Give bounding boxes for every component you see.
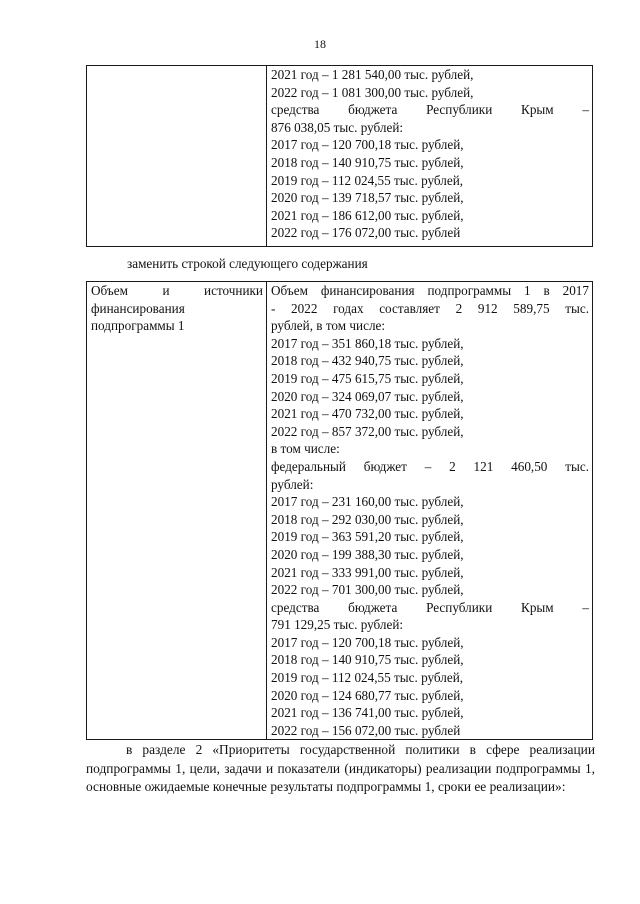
funding-line: 2018 год – 292 030,00 тыс. рублей, (271, 511, 464, 527)
table-cell-values (267, 66, 593, 247)
funding-line: 2021 год – 186 612,00 тыс. рублей, (271, 207, 464, 223)
funding-line: 2021 год – 470 732,00 тыс. рублей, (271, 406, 464, 422)
funding-line: 2021 год – 1 281 540,00 тыс. рублей, (271, 67, 474, 82)
federal-budget-line: федеральный бюджет – 2 121 460,50 тыс. (271, 458, 589, 474)
funding-line: 2020 год – 124 680,77 тыс. рублей, (271, 687, 464, 703)
funding-line: 2021 год – 333 991,00 тыс. рублей, (271, 564, 464, 580)
row-label-line: финансирования (91, 300, 185, 316)
funding-line: 2017 год – 231 160,00 тыс. рублей, (271, 494, 464, 510)
funding-line: 2018 год – 432 940,75 тыс. рублей, (271, 353, 464, 369)
funding-line: 2017 год – 351 860,18 тыс. рублей, (271, 335, 464, 351)
funding-intro-line: - 2022 годах составляет 2 912 589,75 тыс. (271, 300, 589, 316)
funding-line: 2019 год – 112 024,55 тыс. рублей, (271, 172, 464, 188)
funding-line: 2019 год – 112 024,55 тыс. рублей, (271, 670, 464, 686)
replace-instruction: заменить строкой следующего содержания (127, 256, 368, 271)
funding-intro-line: рублей, в том числе: (271, 318, 386, 334)
funding-line: 2022 год – 701 300,00 тыс. рублей, (271, 582, 464, 598)
regional-budget-line: средства бюджета Республики Крым – (271, 599, 589, 615)
funding-line: 2019 год – 363 591,20 тыс. рублей, (271, 529, 464, 545)
regional-budget-line: 791 129,25 тыс. рублей: (271, 617, 404, 633)
federal-budget-line: рублей: (271, 476, 314, 492)
funding-line: 2017 год – 120 700,18 тыс. рублей, (271, 634, 464, 650)
funding-line: 2020 год – 324 069,07 тыс. рублей, (271, 388, 464, 404)
funding-line: 2022 год – 857 372,00 тыс. рублей, (271, 423, 464, 439)
row-label-line (91, 282, 263, 300)
funding-line: 2018 год – 140 910,75 тыс. рублей, (271, 154, 464, 170)
funding-line: в том числе: (271, 441, 340, 457)
label-word: и (162, 283, 170, 298)
table-cell-label (87, 66, 267, 247)
funding-intro-line: Объем финансирования подпрограммы 1 в 2017 (271, 283, 589, 298)
page-number: 18 (314, 37, 326, 51)
funding-line: 2020 год – 139 718,57 тыс. рублей, (271, 190, 464, 206)
funding-line: 2020 год – 199 388,30 тыс. рублей, (271, 546, 464, 562)
table-row (87, 282, 593, 740)
funding-line: средства бюджета Республики Крым – (271, 102, 589, 118)
funding-line: 2019 год – 475 615,75 тыс. рублей, (271, 370, 464, 386)
funding-table-continued (86, 65, 593, 247)
table-row (87, 66, 593, 247)
table-cell-label (87, 282, 267, 740)
label-word: источники (204, 283, 263, 298)
funding-line: 876 038,05 тыс. рублей: (271, 119, 404, 135)
funding-line: 2022 год – 176 072,00 тыс. рублей (271, 225, 461, 241)
section-paragraph: в разделе 2 «Приоритеты государственной политики в сфере реализации подпрограммы 1, цели, задачи и показатели (индикаторы) реализации подпрограммы 1, основные ожидаемые конечные результаты подпрограммы 1, сроки ее реализации»: (86, 742, 595, 795)
funding-line: 2022 год – 1 081 300,00 тыс. рублей, (271, 84, 474, 100)
funding-line: 2022 год – 156 072,00 тыс. рублей (271, 722, 461, 738)
label-word: Объем (91, 283, 128, 298)
funding-line: 2021 год – 136 741,00 тыс. рублей, (271, 705, 464, 721)
funding-table-new (86, 281, 593, 740)
table-cell-values (267, 282, 593, 740)
funding-line: 2017 год – 120 700,18 тыс. рублей, (271, 137, 464, 153)
row-label-line: подпрограммы 1 (91, 318, 185, 334)
funding-line: 2018 год – 140 910,75 тыс. рублей, (271, 652, 464, 668)
